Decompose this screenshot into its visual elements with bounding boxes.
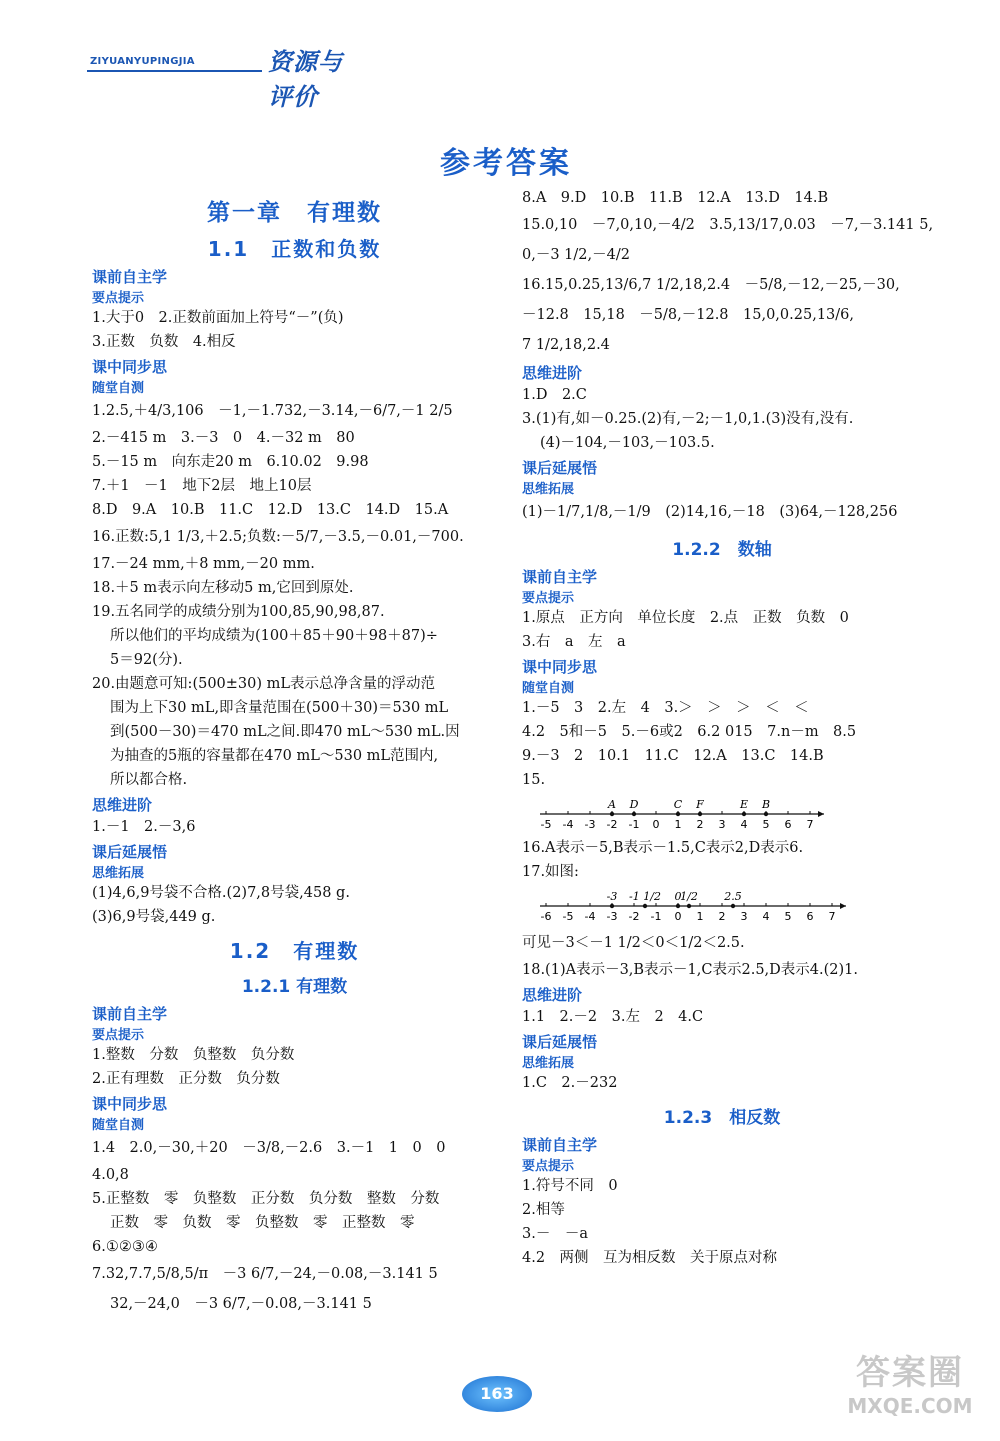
watermark-logo bbox=[835, 1345, 985, 1430]
answer-line: 1.4 2.0,－30,＋20 －3/8,－2.6 3.－1 1 0 0 bbox=[92, 1140, 446, 1156]
answer-line: 8.A 9.D 10.B 11.B 12.A 13.D 14.B bbox=[522, 190, 829, 206]
answer-line: 3.(1)有,如－0.25.(2)有,－2;－1,0,1.(3)没有,没有. bbox=[522, 411, 854, 427]
subhead: 思维进阶 bbox=[522, 364, 583, 382]
answer-line: 16.15,0.25,13/6,7 1/2,18,2.4 －5/8,－12,－25,－30, bbox=[522, 277, 900, 293]
answer-line: 正数 零 负数 零 负整数 零 正整数 零 bbox=[110, 1215, 415, 1231]
tick-label: 5 bbox=[762, 818, 770, 831]
page-number: 163 bbox=[462, 1376, 532, 1412]
answer-line: 可见－3＜－1 1/2＜0＜1/2＜2.5. bbox=[522, 935, 745, 951]
point-label: A bbox=[608, 798, 616, 811]
subhead: 课前自主学 bbox=[522, 568, 598, 586]
subhead: 课中同步思 bbox=[92, 358, 168, 376]
answer-line: 为抽查的5瓶的容量都在470 mL～530 mL范围内, bbox=[110, 748, 439, 764]
watermark-url: MXQE.COM bbox=[847, 1394, 973, 1418]
answer-line: 5＝92(分). bbox=[110, 652, 183, 668]
tick-label: 2 bbox=[718, 910, 726, 923]
answer-line: 1.C 2.－232 bbox=[522, 1075, 618, 1091]
answer-line: 3.正数 负数 4.相反 bbox=[92, 334, 236, 350]
answer-line: (4)－104,－103,－103.5. bbox=[540, 435, 715, 451]
tick-label: 3 bbox=[718, 818, 726, 831]
tick-label: -1 bbox=[628, 818, 640, 831]
tick-label: -3 bbox=[606, 910, 618, 923]
tick-label: -1 bbox=[650, 910, 662, 923]
answer-line: 到(500－30)＝470 mL之间.即470 mL～530 mL.因 bbox=[110, 724, 460, 740]
answer-line: 17.如图: bbox=[522, 864, 579, 880]
point-label: 2.5 bbox=[724, 890, 742, 903]
subhead: 课后延展悟 bbox=[522, 459, 598, 477]
answer-line: 1.－5 3 2.左 4 3.＞ ＞ ＞ ＜ ＜ bbox=[522, 700, 809, 716]
answer-line: 0,－3 1/2,－4/2 bbox=[522, 247, 630, 263]
answer-line: 2.－415 m 3.－3 0 4.－32 m 80 bbox=[92, 430, 355, 446]
answer-line: 1.符号不同 0 bbox=[522, 1178, 618, 1194]
brand-pinyin: ZIYUANYUPINGJIA bbox=[90, 56, 195, 67]
tick-label: 2 bbox=[696, 818, 704, 831]
subhead: 课前自主学 bbox=[92, 1005, 168, 1023]
point-dot bbox=[676, 812, 680, 816]
answer-line: 5.－15 m 向东走20 m 6.10.02 9.98 bbox=[92, 454, 369, 470]
tick-label: -6 bbox=[540, 910, 552, 923]
answer-line: 2.相等 bbox=[522, 1202, 565, 1218]
answer-line: 16.正数:5,1 1/3,＋2.5;负数:－5/7,－3.5,－0.01,－700. bbox=[92, 529, 464, 545]
section-1-1-heading: 1.1 正数和负数 bbox=[207, 237, 382, 261]
point-label: 0 bbox=[674, 890, 682, 903]
chapter-heading: 第一章 有理数 bbox=[207, 200, 382, 226]
answer-line: (3)6,9号袋,449 g. bbox=[92, 909, 216, 925]
subsubhead: 随堂自测 bbox=[92, 1118, 145, 1133]
point-dot bbox=[632, 812, 636, 816]
answer-line: －12.8 15,18 －5/8,－12.8 15,0,0.25,13/6, bbox=[522, 307, 854, 323]
brand-logo bbox=[85, 40, 345, 111]
right-column bbox=[522, 186, 934, 1270]
answer-line: 4.2 两侧 互为相反数 关于原点对称 bbox=[522, 1250, 778, 1266]
subhead: 课中同步思 bbox=[92, 1095, 168, 1113]
point-dot bbox=[610, 812, 614, 816]
answer-line: 5.正整数 零 负整数 正分数 负分数 整数 分数 bbox=[92, 1191, 440, 1207]
answer-line: 32,－24,0 －3 6/7,－0.08,－3.141 5 bbox=[110, 1296, 372, 1312]
tick-label: 6 bbox=[784, 818, 792, 831]
answer-line: 1.D 2.C bbox=[522, 387, 587, 403]
tick-label: 1 bbox=[696, 910, 704, 923]
point-dot bbox=[698, 812, 702, 816]
tick-label: 4 bbox=[740, 818, 748, 831]
point-label: F bbox=[696, 798, 704, 811]
answer-line: 1.2.5,＋4/3,106 －1,－1.732,－3.14,－6/7,－1 2/5 bbox=[92, 403, 453, 419]
point-label: B bbox=[761, 798, 771, 811]
tick-label: -5 bbox=[540, 818, 552, 831]
answer-line: 18.(1)A表示－3,B表示－1,C表示2.5,D表示4.(2)1. bbox=[522, 962, 858, 978]
answer-line: 15. bbox=[522, 772, 546, 788]
section-1-2-1-heading: 1.2.1 有理数 bbox=[241, 977, 348, 997]
subsubhead: 要点提示 bbox=[522, 591, 575, 606]
subhead: 课中同步思 bbox=[522, 658, 598, 676]
watermark-text: 答案圈 bbox=[856, 1353, 964, 1393]
point-dot bbox=[764, 812, 768, 816]
tick-label: -4 bbox=[584, 910, 596, 923]
point-label: E bbox=[739, 798, 749, 811]
answer-line: 4.2 5和－5 5.－6或2 6.2 015 7.n－m 8.5 bbox=[522, 724, 857, 740]
page-title: 参考答案 bbox=[440, 146, 572, 181]
subsubhead: 思维拓展 bbox=[522, 482, 575, 497]
answer-line: 围为上下30 mL,即含量范围在(500＋30)＝530 mL bbox=[110, 700, 449, 716]
brand-underline bbox=[87, 70, 262, 72]
point-dot bbox=[676, 904, 680, 908]
tick-label: -4 bbox=[562, 818, 574, 831]
subsubhead: 要点提示 bbox=[522, 1159, 575, 1174]
answer-line: 1.整数 分数 负整数 负分数 bbox=[92, 1047, 295, 1063]
point-label: 1/2 bbox=[680, 890, 698, 903]
subsubhead: 要点提示 bbox=[92, 1028, 145, 1043]
tick-label: 6 bbox=[806, 910, 814, 923]
answer-line: 6.①②③④ bbox=[92, 1239, 158, 1255]
section-1-2-heading: 1.2 有理数 bbox=[229, 939, 360, 963]
answer-line: 8.D 9.A 10.B 11.C 12.D 13.C 14.D 15.A bbox=[92, 502, 449, 518]
subhead: 课前自主学 bbox=[92, 268, 168, 286]
subsubhead: 思维拓展 bbox=[522, 1056, 575, 1071]
tick-label: 7 bbox=[828, 910, 836, 923]
answer-line: 1.原点 正方向 单位长度 2.点 正数 负数 0 bbox=[522, 610, 849, 626]
axis-arrow bbox=[840, 903, 846, 909]
answer-line: 3.－ －a bbox=[522, 1226, 588, 1242]
tick-label: -2 bbox=[628, 910, 640, 923]
brand-title: 资源与评价 bbox=[268, 48, 343, 111]
answer-line: 1.1 2.－2 3.左 2 4.C bbox=[522, 1009, 704, 1025]
point-dot bbox=[610, 904, 614, 908]
point-label: -1 1/2 bbox=[629, 890, 661, 903]
point-label: D bbox=[629, 798, 639, 811]
answer-line: 2.正有理数 正分数 负分数 bbox=[92, 1071, 280, 1087]
answer-line: 20.由题意可知:(500±30) mL表示总净含量的浮动范 bbox=[92, 676, 436, 692]
answer-line: 16.A表示－5,B表示－1.5,C表示2,D表示6. bbox=[522, 840, 804, 856]
answer-line: 所以都合格. bbox=[110, 772, 188, 788]
subsubhead: 要点提示 bbox=[92, 291, 145, 306]
tick-label: 0 bbox=[674, 910, 682, 923]
answer-line: 1.－1 2.－3,6 bbox=[92, 819, 196, 835]
section-1-2-2-heading: 1.2.2 数轴 bbox=[672, 540, 772, 560]
answer-line: 7 1/2,18,2.4 bbox=[522, 337, 610, 353]
subhead: 课后延展悟 bbox=[92, 843, 168, 861]
tick-label: -2 bbox=[606, 818, 618, 831]
answer-line: 7.32,7.7,5/8,5/π －3 6/7,－24,－0.08,－3.141 5 bbox=[92, 1266, 438, 1282]
number-line-15 bbox=[536, 794, 876, 834]
section-1-2-3-heading: 1.2.3 相反数 bbox=[663, 1108, 781, 1128]
subsubhead: 思维拓展 bbox=[92, 866, 145, 881]
subsubhead: 随堂自测 bbox=[522, 681, 575, 696]
number-line-17 bbox=[536, 886, 876, 926]
answer-line: 7.＋1 －1 地下2层 地上10层 bbox=[92, 478, 312, 494]
tick-label: 7 bbox=[806, 818, 814, 831]
tick-label: -3 bbox=[584, 818, 596, 831]
point-label: -3 bbox=[606, 890, 618, 903]
point-dot bbox=[731, 904, 735, 908]
tick-label: 1 bbox=[674, 818, 682, 831]
subhead: 课前自主学 bbox=[522, 1136, 598, 1154]
subhead: 思维进阶 bbox=[92, 796, 153, 814]
point-dot bbox=[742, 812, 746, 816]
tick-label: 3 bbox=[740, 910, 748, 923]
answer-line: 19.五名同学的成绩分别为100,85,90,98,87. bbox=[92, 604, 385, 620]
answer-line: 1.大于0 2.正数前面加上符号“－”(负) bbox=[92, 310, 344, 326]
axis-arrow bbox=[818, 811, 824, 817]
point-label: C bbox=[673, 798, 683, 811]
subsubhead: 随堂自测 bbox=[92, 381, 145, 396]
tick-label: 4 bbox=[762, 910, 770, 923]
point-dot bbox=[643, 904, 647, 908]
answer-line: 17.－24 mm,＋8 mm,－20 mm. bbox=[92, 556, 315, 572]
answer-line: 18.＋5 m表示向左移动5 m,它回到原处. bbox=[92, 580, 354, 596]
answer-line: (1)－1/7,1/8,－1/9 (2)14,16,－18 (3)64,－128,256 bbox=[522, 504, 898, 520]
subhead: 课后延展悟 bbox=[522, 1033, 598, 1051]
tick-label: 5 bbox=[784, 910, 792, 923]
tick-label: 0 bbox=[652, 818, 660, 831]
answer-line: 3.右 a 左 a bbox=[522, 634, 626, 650]
answer-line: 所以他们的平均成绩为(100＋85＋90＋98＋87)÷ bbox=[110, 628, 438, 644]
subhead: 思维进阶 bbox=[522, 986, 583, 1004]
tick-label: -5 bbox=[562, 910, 574, 923]
point-dot bbox=[687, 904, 691, 908]
answer-line: 4.0,8 bbox=[92, 1167, 129, 1183]
answer-line: (1)4,6,9号袋不合格.(2)7,8号袋,458 g. bbox=[92, 885, 350, 901]
left-column bbox=[92, 180, 497, 1319]
answer-line: 9.－3 2 10.1 11.C 12.A 13.C 14.B bbox=[522, 748, 824, 764]
answer-line: 15.0,10 －7,0,10,－4/2 3.5,13/17,0.03 －7,－3.141 5, bbox=[522, 217, 934, 233]
